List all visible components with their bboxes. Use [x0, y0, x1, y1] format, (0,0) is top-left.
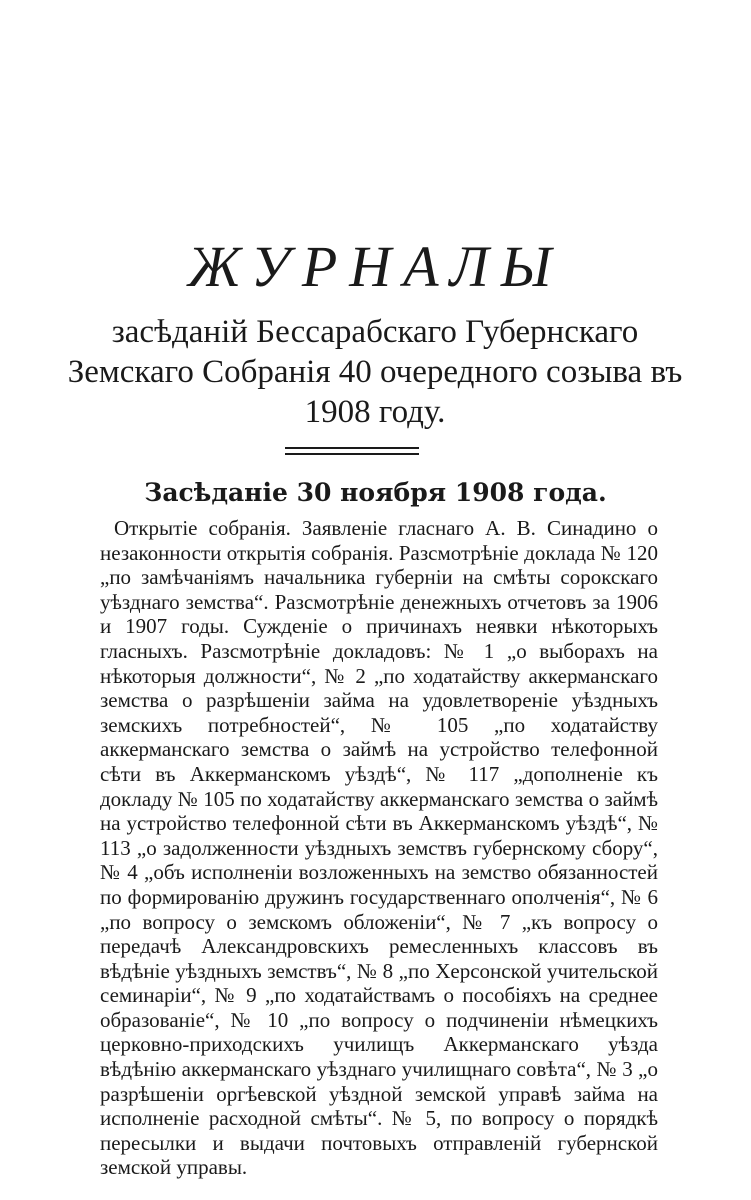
document-title: ЖУРНАЛЫ — [187, 234, 564, 299]
double-rule-divider — [285, 447, 419, 457]
session-heading: Засѣданіе 30 ноября 1908 года. — [144, 478, 607, 507]
document-subtitle: засѣданій Бессарабскаго Губернскаго Земскаго Собранія 40 очередного созыва въ 1908 году. — [67, 314, 683, 430]
session-summary-text: Открытіе собранія. Заявленіе гласнаго А. В. Синадино о незаконности открытія собранія. Разсмотрѣніе доклада № 120 „по замѣчаніямъ начальника губерніи на смѣты сорокскаго уѣзднаго земства“. Разсмотрѣніе денежныхъ отчетовъ за 1906 и 1907 годы. Сужденіе о причинахъ неявки нѣкоторыхъ гласныхъ. Разсмотрѣніе докладовъ: № 1 „о выборахъ на нѣкоторыя должности“, № 2 „по ходатайству аккерманскаго земства о разрѣшеніи займа на удовлетвореніе уѣздныхъ земскихъ потребностей“, № 105 „по ходатайству аккерманскаго земства о займѣ на устройство телефонной сѣти въ Аккерманскомъ уѣздѣ“, № 117 „дополненіе къ докладу № 105 по ходатайству аккерманскаго земства о займѣ на устройство телефонной сѣти въ Аккерманскомъ уѣздѣ“, № 113 „о задолженности уѣздныхъ земствъ губернскому сбору“, № 4 „объ исполненіи возложенныхъ на земство обязанностей по формированію дружинъ государственнаго ополченія“, № 6 „по вопросу о земскомъ обложеніи“, № 7 „къ вопросу о передачѣ Александровскихъ ремесленныхъ классовъ въ вѣдѣніе уѣздныхъ земствъ“, № 8 „по Херсонской учительской семинаріи“, № 9 „по ходатайствамъ о пособіяхъ на среднее образованіе“, № 10 „по вопросу о подчиненіи нѣмецкихъ церковно-приходскихъ училищъ Аккерманскаго уѣзда вѣдѣнію аккерманскаго уѣзднаго училищнаго совѣта“, № 3 „о разрѣшеніи оргѣевской уѣздной земской управѣ займа на исполненіе расходной смѣты“. № 5, по вопросу о порядкѣ пересылки и выдачи почтовыхъ отправленій губернской земской управы. — [100, 516, 658, 1180]
